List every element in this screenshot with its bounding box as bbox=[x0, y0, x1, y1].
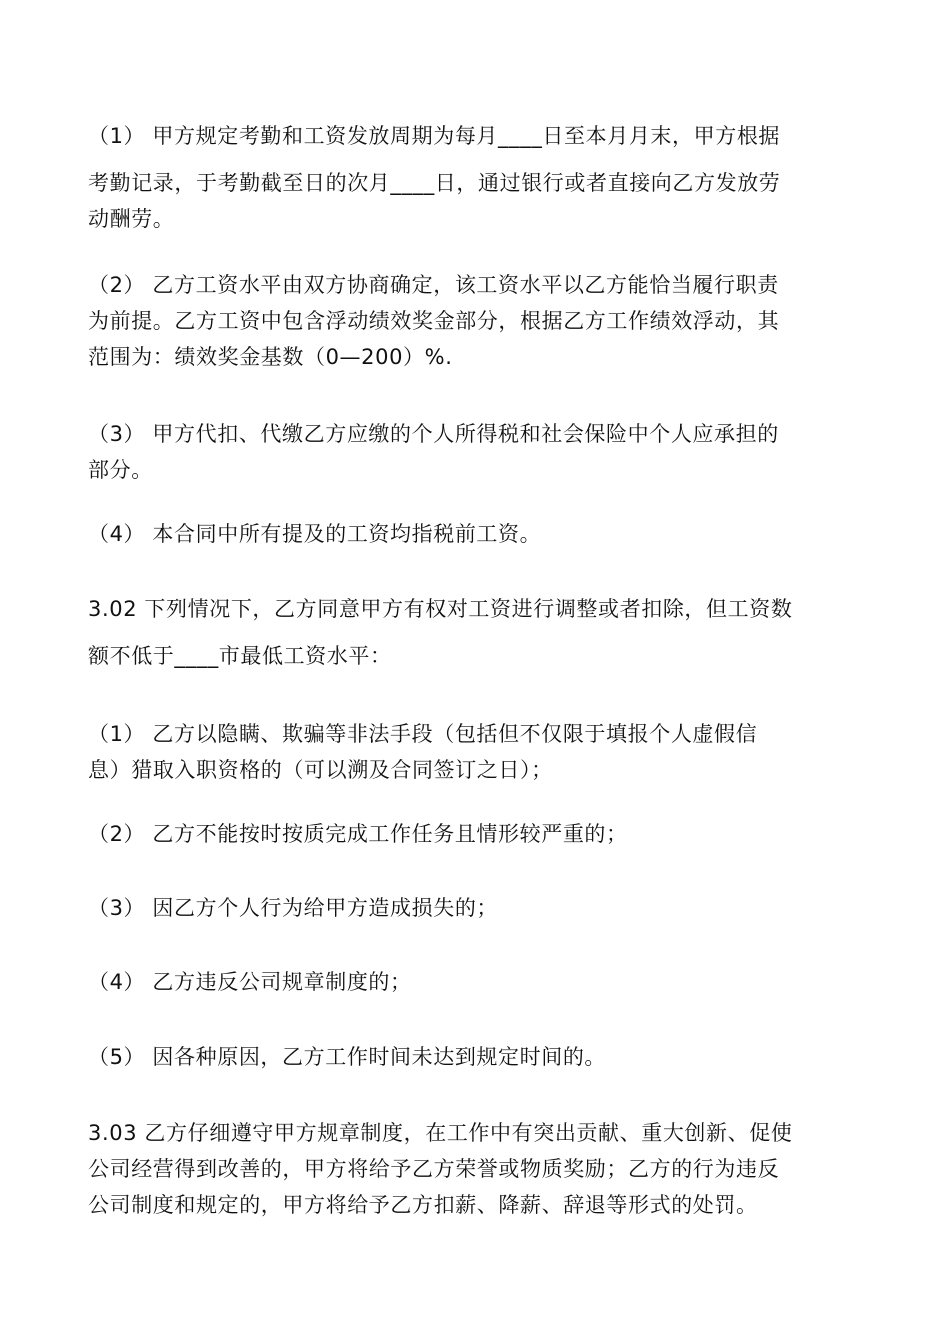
text-line: 3.02 下列情况下，乙方同意甲方有权对工资进行调整或者扣除，但工资数 bbox=[88, 597, 793, 621]
text-line: （2） 乙方工资水平由双方协商确定，该工资水平以乙方能恰当履行职责 bbox=[88, 273, 779, 297]
paragraph-tax-withholding bbox=[88, 420, 863, 484]
text-line: 公司经营得到改善的，甲方将给予乙方荣誉或物质奖励；乙方的行为违反 bbox=[88, 1157, 780, 1181]
text-line: （1） 乙方以隐瞒、欺骗等非法手段（包括但不仅限于填报个人虚假信 bbox=[88, 722, 758, 746]
section-3-03 bbox=[88, 1119, 863, 1219]
paragraph-wage-cycle bbox=[88, 122, 863, 233]
text-line: 额不低于____市最低工资水平： bbox=[88, 644, 392, 668]
clause-loss bbox=[88, 894, 863, 922]
text-line: （1） 甲方规定考勤和工资发放周期为每月____日至本月月末，甲方根据 bbox=[88, 124, 781, 148]
text-line: 部分。 bbox=[88, 458, 153, 482]
text-line: 范围为：绩效奖金基数（0—200）%. bbox=[88, 345, 453, 369]
text-line: 公司制度和规定的，甲方将给予乙方扣薪、降薪、辞退等形式的处罚。 bbox=[88, 1193, 758, 1217]
text-line: （4） 乙方违反公司规章制度的； bbox=[88, 970, 412, 994]
clause-rule-violation bbox=[88, 968, 863, 996]
text-line: （4） 本合同中所有提及的工资均指税前工资。 bbox=[88, 522, 542, 546]
section-3-02 bbox=[88, 595, 863, 670]
text-line: 考勤记录，于考勤截至日的次月____日，通过银行或者直接向乙方发放劳 bbox=[88, 171, 781, 195]
text-line: 动酬劳。 bbox=[88, 207, 175, 231]
text-line: 息）猎取入职资格的（可以溯及合同签订之日）； bbox=[88, 758, 553, 782]
paragraph-pre-tax bbox=[88, 520, 863, 548]
text-line: （3） 因乙方个人行为给甲方造成损失的； bbox=[88, 896, 499, 920]
clause-deception bbox=[88, 720, 863, 784]
text-line: （5） 因各种原因，乙方工作时间未达到规定时间的。 bbox=[88, 1045, 607, 1069]
clause-work-time bbox=[88, 1043, 863, 1071]
text-line: （3） 甲方代扣、代缴乙方应缴的个人所得税和社会保险中个人应承担的 bbox=[88, 422, 779, 446]
text-line: 3.03 乙方仔细遵守甲方规章制度，在工作中有突出贡献、重大创新、促使 bbox=[88, 1121, 793, 1145]
clause-task-failure bbox=[88, 820, 863, 848]
text-line: （2） 乙方不能按时按质完成工作任务且情形较严重的； bbox=[88, 822, 628, 846]
paragraph-wage-level bbox=[88, 271, 863, 371]
text-line: 为前提。乙方工资中包含浮动绩效奖金部分，根据乙方工作绩效浮动，其 bbox=[88, 309, 780, 333]
